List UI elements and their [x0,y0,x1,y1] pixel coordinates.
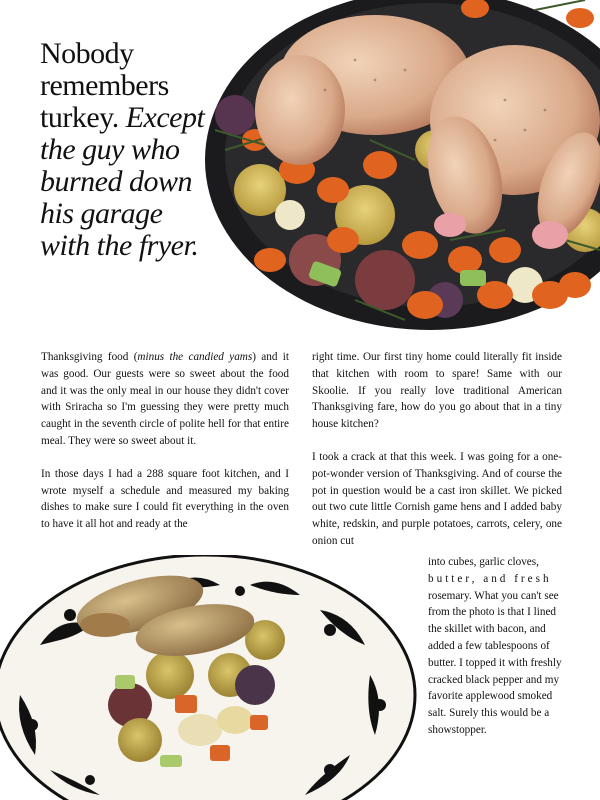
paragraph: right time. Our first tiny home could literally fit inside that kitchen with room to spare! Same with our Skoolie. If you really love traditional American Thanksgiving fare, how do you go about that in a tiny house kitchen? [312,351,562,431]
paragraph: In those days I had a 288 square foot kitchen, and I wrote myself a schedule and measured my baking dishes to make sure I could fit everything in the oven to have it all hot and ready at the [41,467,289,531]
article-wrap-column [428,554,562,739]
headline-italic-word: Except [125,101,205,134]
article-right-column [312,349,562,550]
plate-photo [0,555,420,800]
headline-line: remembers [40,69,169,102]
paragraph: into cubes, garlic cloves, butter, and fresh rosemary. What you can't see from the photo is that I lined the skillet with bacon, and added a few tablespoons of butter. I topped it with freshly cracked black pepper and my favorite applewood smoked salt. Surely this would be a showstopper. [428,556,562,736]
skillet-photo [205,0,600,335]
headline-line: burned down [40,165,192,198]
headline-line: with the fryer. [40,229,199,262]
headline-line: Nobody [40,37,134,70]
paragraph: Thanksgiving food (minus the candied yams) and it was good. Our guests were so sweet about the food and it was the only meal in our house they didn't cover with Sriracha so I'm guessing they were pretty much caught in the seventh circle of polite hell for that entire meal. They were so sweet about it. [41,351,289,447]
paragraph: I took a crack at that this week. I was going for a one-pot-wonder version of Thanksgiving. And of course the pot in question would be a cast iron skillet. We picked out two cute little Cornish game hens and I added baby white, redskin, and purple potatoes, carrots, celery, one onion cut [312,450,562,547]
headline-line: the guy who [40,133,180,166]
article-left-column [41,349,289,549]
headline-line: his garage [40,197,163,230]
headline-plain-word: turkey. [40,101,119,134]
